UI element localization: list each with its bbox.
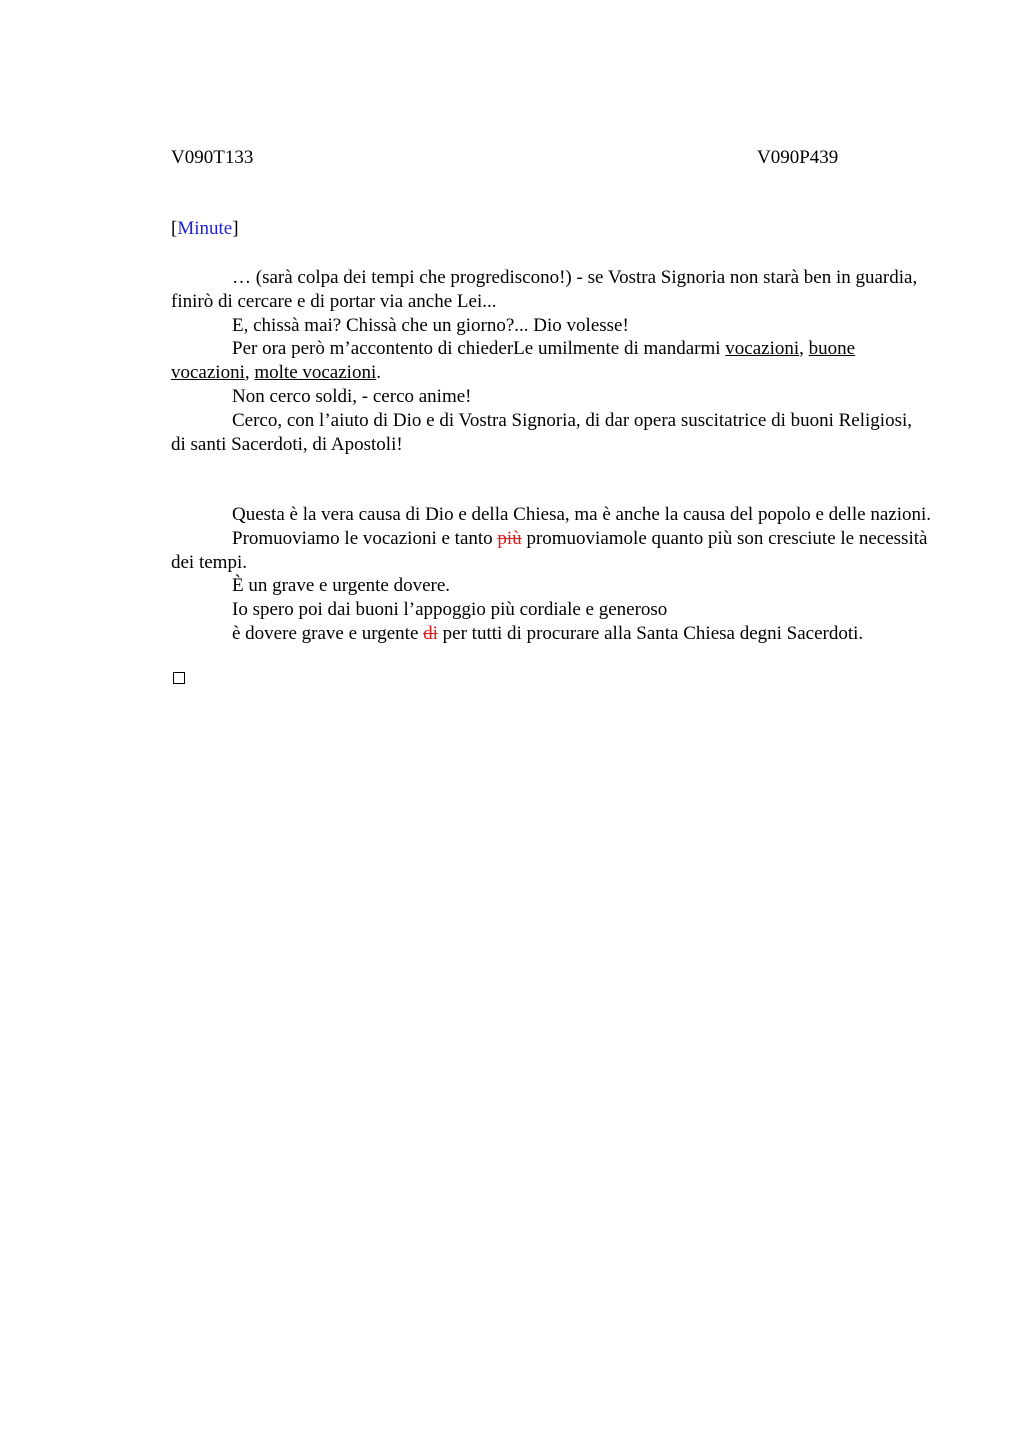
paragraph xyxy=(171,337,931,385)
text-run: . xyxy=(376,362,381,384)
text-run: , xyxy=(244,362,255,384)
section-label xyxy=(171,217,239,241)
paragraph: Io spero poi dai buoni l’appoggio più cordiale e generoso xyxy=(232,599,668,621)
paragraph xyxy=(171,527,931,575)
paragraph xyxy=(171,622,931,646)
text-run: Per ora però m’accontento di chiederLe umilmente di mandarmi xyxy=(232,338,726,360)
paragraph: E, chissà mai? Chissà che un giorno?... Dio volesse! xyxy=(232,314,629,336)
text-run: è dovere grave e urgente xyxy=(232,622,424,644)
underlined-text: buone vocazioni xyxy=(171,338,856,384)
text-run: promuoviamole quanto più son cresciute le necessità dei tempi. xyxy=(171,527,928,573)
text-block-2 xyxy=(171,503,931,646)
paragraph: Cerco, con l’aiuto di Dio e di Vostra Signoria, di dar opera suscitatrice di buoni Religiosi, di santi Sacerdoti, di Apostoli! xyxy=(171,409,913,455)
paragraph: È un grave e urgente dovere. xyxy=(232,575,451,597)
minute-link[interactable]: Minute xyxy=(177,218,233,239)
paragraph: … (sarà colpa dei tempi che progrediscono!) - se Vostra Signoria non starà ben in guardia, finirò di cercare e di portar via anche Lei... xyxy=(171,267,918,312)
paragraph: Questa è la vera causa di Dio e della Chiesa, ma è anche la causa del popolo e delle nazioni. xyxy=(232,504,932,525)
end-marker-box-icon xyxy=(173,672,185,684)
close-bracket: ] xyxy=(232,218,239,239)
text-run: Promuoviamo le vocazioni e tanto xyxy=(232,527,498,549)
deleted-text: di xyxy=(423,622,438,644)
document-code: V090T133 xyxy=(171,147,254,168)
text-block-1 xyxy=(171,266,931,456)
open-bracket: [ xyxy=(171,218,178,239)
underlined-text: molte vocazioni xyxy=(254,362,377,384)
deleted-text: più xyxy=(497,527,522,549)
text-run: , xyxy=(799,338,809,360)
text-run: per tutti di procurare alla Santa Chiesa degni Sacerdoti. xyxy=(437,622,864,644)
paragraph: Non cerco soldi, - cerco anime! xyxy=(232,385,472,407)
page-code: V090P439 xyxy=(757,147,839,168)
underlined-text: vocazioni xyxy=(725,338,800,360)
